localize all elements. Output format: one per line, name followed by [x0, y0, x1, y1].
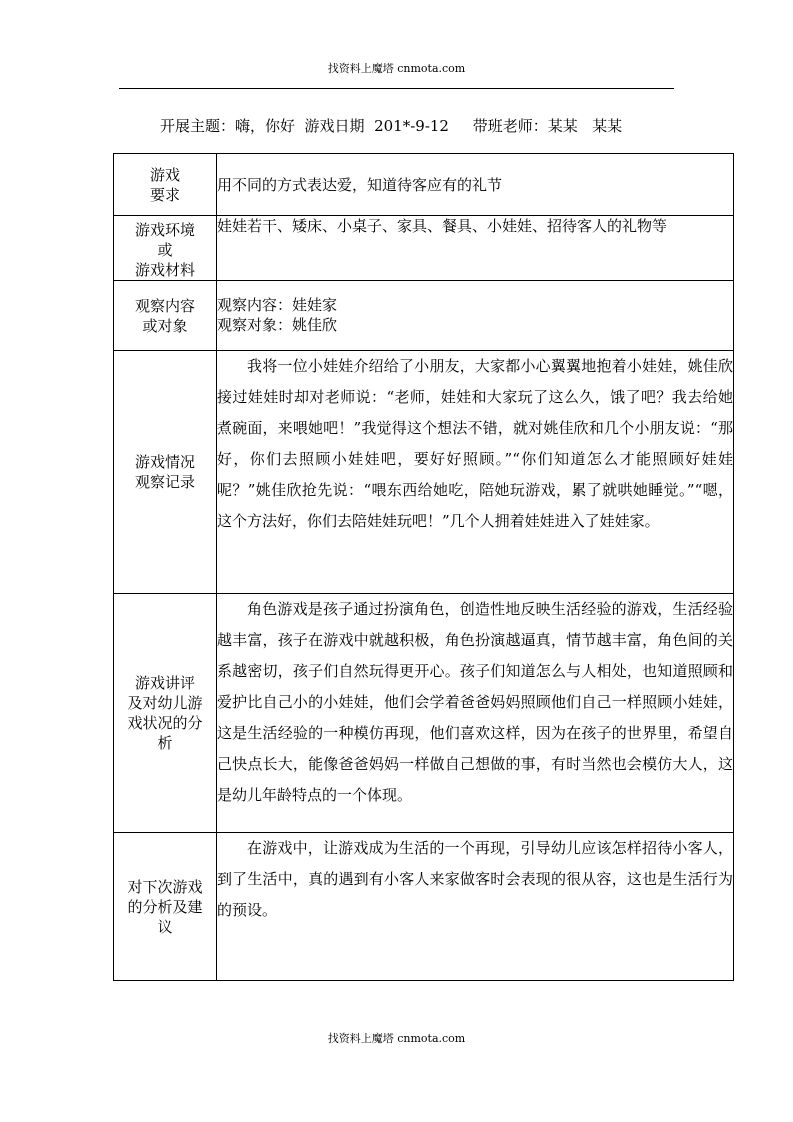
label-next-suggestion-text: 对下次游戏 的分析及建 议: [127, 877, 203, 936]
table-row-materials: [114, 216, 734, 281]
content-observation-record-text: 我将一位小娃娃介绍给了小朋友，大家都小心翼翼地抱着小娃娃，姚佳欣接过娃娃时却对老师说：“老师，娃娃和大家玩了这么久，饿了吧？我去给她煮碗面，来喂她吧！”我觉得这个想法不错，就对姚佳欣和几个小朋友说：“那好，你们去照顾小娃娃吧，要好好照顾。”“你们知道怎么才能照顾好娃娃呢？”姚佳欣抢先说：“喂东西给她吃，陪她玩游戏，累了就哄她睡觉。”“嗯，这个方法好，你们去陪娃娃玩吧！”几个人拥着娃娃进入了娃娃家。: [217, 357, 733, 530]
content-requirement-text: 用不同的方式表达爱，知道待客应有的礼节: [217, 175, 503, 194]
content-observation-record: [217, 351, 734, 594]
table-row-observation-target: [114, 281, 734, 351]
label-materials: [114, 216, 217, 281]
label-requirement-text: 游戏 要求: [149, 165, 180, 204]
label-materials-text: 游戏环境 或 游戏材料: [134, 221, 195, 279]
content-evaluation: [217, 594, 734, 833]
table-row-observation-record: [114, 351, 734, 594]
label-observation-record: [114, 351, 217, 594]
table-row-requirement: [114, 154, 734, 216]
label-evaluation-text: 游戏讲评 及对幼儿游 戏状况的分 析: [127, 674, 203, 752]
table-row-next-suggestion: [114, 833, 734, 981]
label-observation-target-text: 观察内容 或对象: [134, 296, 195, 335]
label-observation-record-text: 游戏情况 观察记录: [134, 453, 195, 491]
label-observation-target: [114, 281, 217, 351]
header-site-text: 找资料上魔塔 cnmota.com: [327, 62, 466, 75]
content-observation-target-text: 观察内容：娃娃家 观察对象：姚佳欣: [217, 296, 338, 334]
label-next-suggestion: [114, 833, 217, 981]
content-requirement: [217, 154, 734, 216]
content-evaluation-text: 角色游戏是孩子通过扮演角色，创造性地反映生活经验的游戏，生活经验越丰富，孩子在游戏中就越积极，角色扮演越逼真，情节越丰富，角色间的关系越密切，孩子们自然玩得更开心。孩子们知道怎么与人相处，也知道照顾和爱护比自己小的小娃娃，他们会学着爸爸妈妈照顾他们自己一样照顾小娃娃，这是生活经验的一种模仿再现，他们喜欢这样，因为在孩子的世界里，希望自己快点长大，能像爸爸妈妈一样做自己想做的事，有时当然也会模仿大人，这是幼儿年龄特点的一个体现。: [217, 600, 733, 804]
table-row-evaluation: [114, 594, 734, 833]
label-requirement: [114, 154, 217, 216]
content-next-suggestion: [217, 833, 734, 981]
content-observation-target: [217, 281, 734, 351]
activity-record-table: [113, 153, 734, 981]
page-subtitle: 开展主题：嗨，你好 游戏日期 201*-9-12 带班老师：某某 某某: [160, 117, 623, 135]
footer-site-text: 找资料上魔塔 cnmota.com: [327, 1032, 466, 1045]
content-next-suggestion-text: 在游戏中，让游戏成为生活的一个再现，引导幼儿应该怎样招待小客人，到了生活中，真的遇到有小客人来家做客时会表现的很从容，这也是生活行为的预设。: [217, 839, 733, 919]
content-materials-text: 娃娃若干、矮床、小桌子、家具、餐具、小娃娃、招待客人的礼物等: [217, 217, 668, 235]
label-evaluation: [114, 594, 217, 833]
header-divider: [119, 88, 674, 89]
content-materials: [217, 216, 734, 281]
